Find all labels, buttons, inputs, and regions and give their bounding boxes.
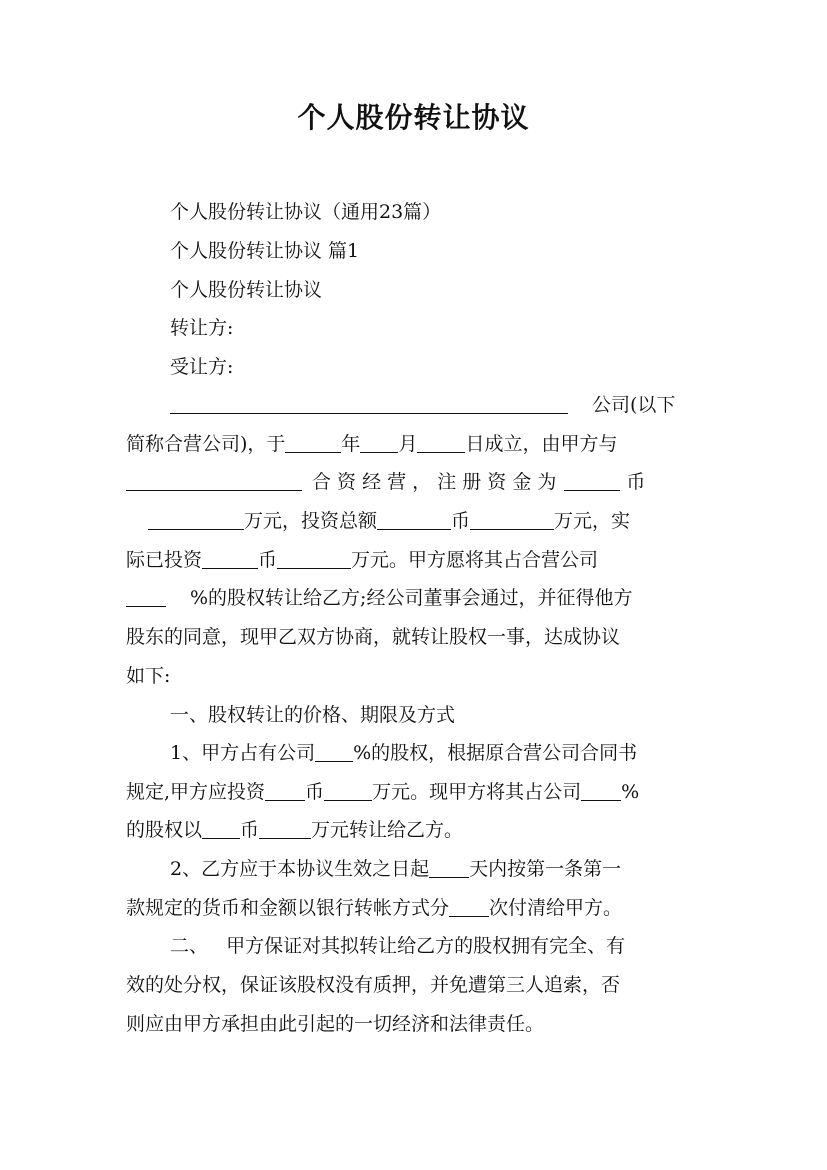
body-line: 效的处分权，保证该股权没有质押，并免遭第三人追索，否	[126, 974, 621, 996]
blank-company-name	[170, 389, 568, 414]
body-line: 简称合营公司)，于 年 月 日成立，由甲方与	[126, 424, 704, 464]
blank-invest-amount	[324, 776, 372, 801]
blank-price-amount	[259, 814, 311, 839]
blank-registered-capital	[148, 505, 244, 530]
body-line: 则应由甲方承担由此引起的一切经济和法律责任。	[126, 1013, 545, 1035]
document-title: 个人股份转让协议	[297, 101, 530, 134]
blank-percent	[126, 582, 166, 607]
body-line: 合 资 经 营 ， 注 册 资 金 为 币	[126, 462, 704, 502]
blank-investment-currency	[377, 505, 451, 530]
body-line: 规定,甲方应投资 币 万元。现甲方将其占公司 %	[126, 772, 704, 812]
blank-currency	[564, 466, 620, 491]
blank-month	[360, 428, 398, 453]
body-line: 1、甲方占有公司 %的股权，根据原合营公司合同书	[170, 733, 704, 773]
transferee-label: 受让方:	[170, 356, 234, 378]
blank-price-currency	[202, 814, 240, 839]
section-heading: 个人股份转让协议 篇1	[170, 240, 360, 262]
blank-transfer-percent	[581, 776, 621, 801]
body-line: 股东的同意，现甲乙双方协商，就转让股权一事，达成协议	[126, 626, 621, 648]
blank-invest-currency	[265, 776, 305, 801]
body-line: %的股权转让给乙方;经公司董事会通过，并征得他方	[126, 578, 704, 618]
section-two-line: 二、 甲方保证对其拟转让给乙方的股权拥有完全、有	[170, 935, 626, 957]
body-line: 万元，投资总额 币 万元，实	[126, 501, 704, 541]
body-line: 如下:	[126, 665, 171, 687]
blank-partner	[126, 466, 302, 491]
blank-total-investment	[470, 505, 554, 530]
transferor-label: 转让方:	[170, 317, 234, 339]
section-one-heading: 一、股权转让的价格、期限及方式	[170, 704, 456, 726]
blank-share-percent	[315, 737, 353, 762]
blank-paid-amount	[277, 544, 351, 569]
blank-day	[417, 428, 465, 453]
body-line: 2、乙方应于本协议生效之日起 天内按第一条第一	[170, 849, 704, 889]
blank-year	[285, 428, 341, 453]
blank-installments	[449, 892, 489, 917]
blank-paid-currency	[202, 544, 258, 569]
blank-days	[429, 853, 469, 878]
body-line: 际已投资 币 万元。甲方愿将其占合营公司	[126, 540, 704, 580]
body-line: 公司(以下	[126, 385, 704, 425]
agreement-name: 个人股份转让协议	[170, 279, 323, 301]
body-line: 款规定的货币和金额以银行转帐方式分 次付清给甲方。	[126, 888, 704, 928]
body-line: 的股权以 币 万元转让给乙方。	[126, 810, 704, 850]
subtitle-line: 个人股份转让协议（通用23篇）	[170, 201, 442, 223]
